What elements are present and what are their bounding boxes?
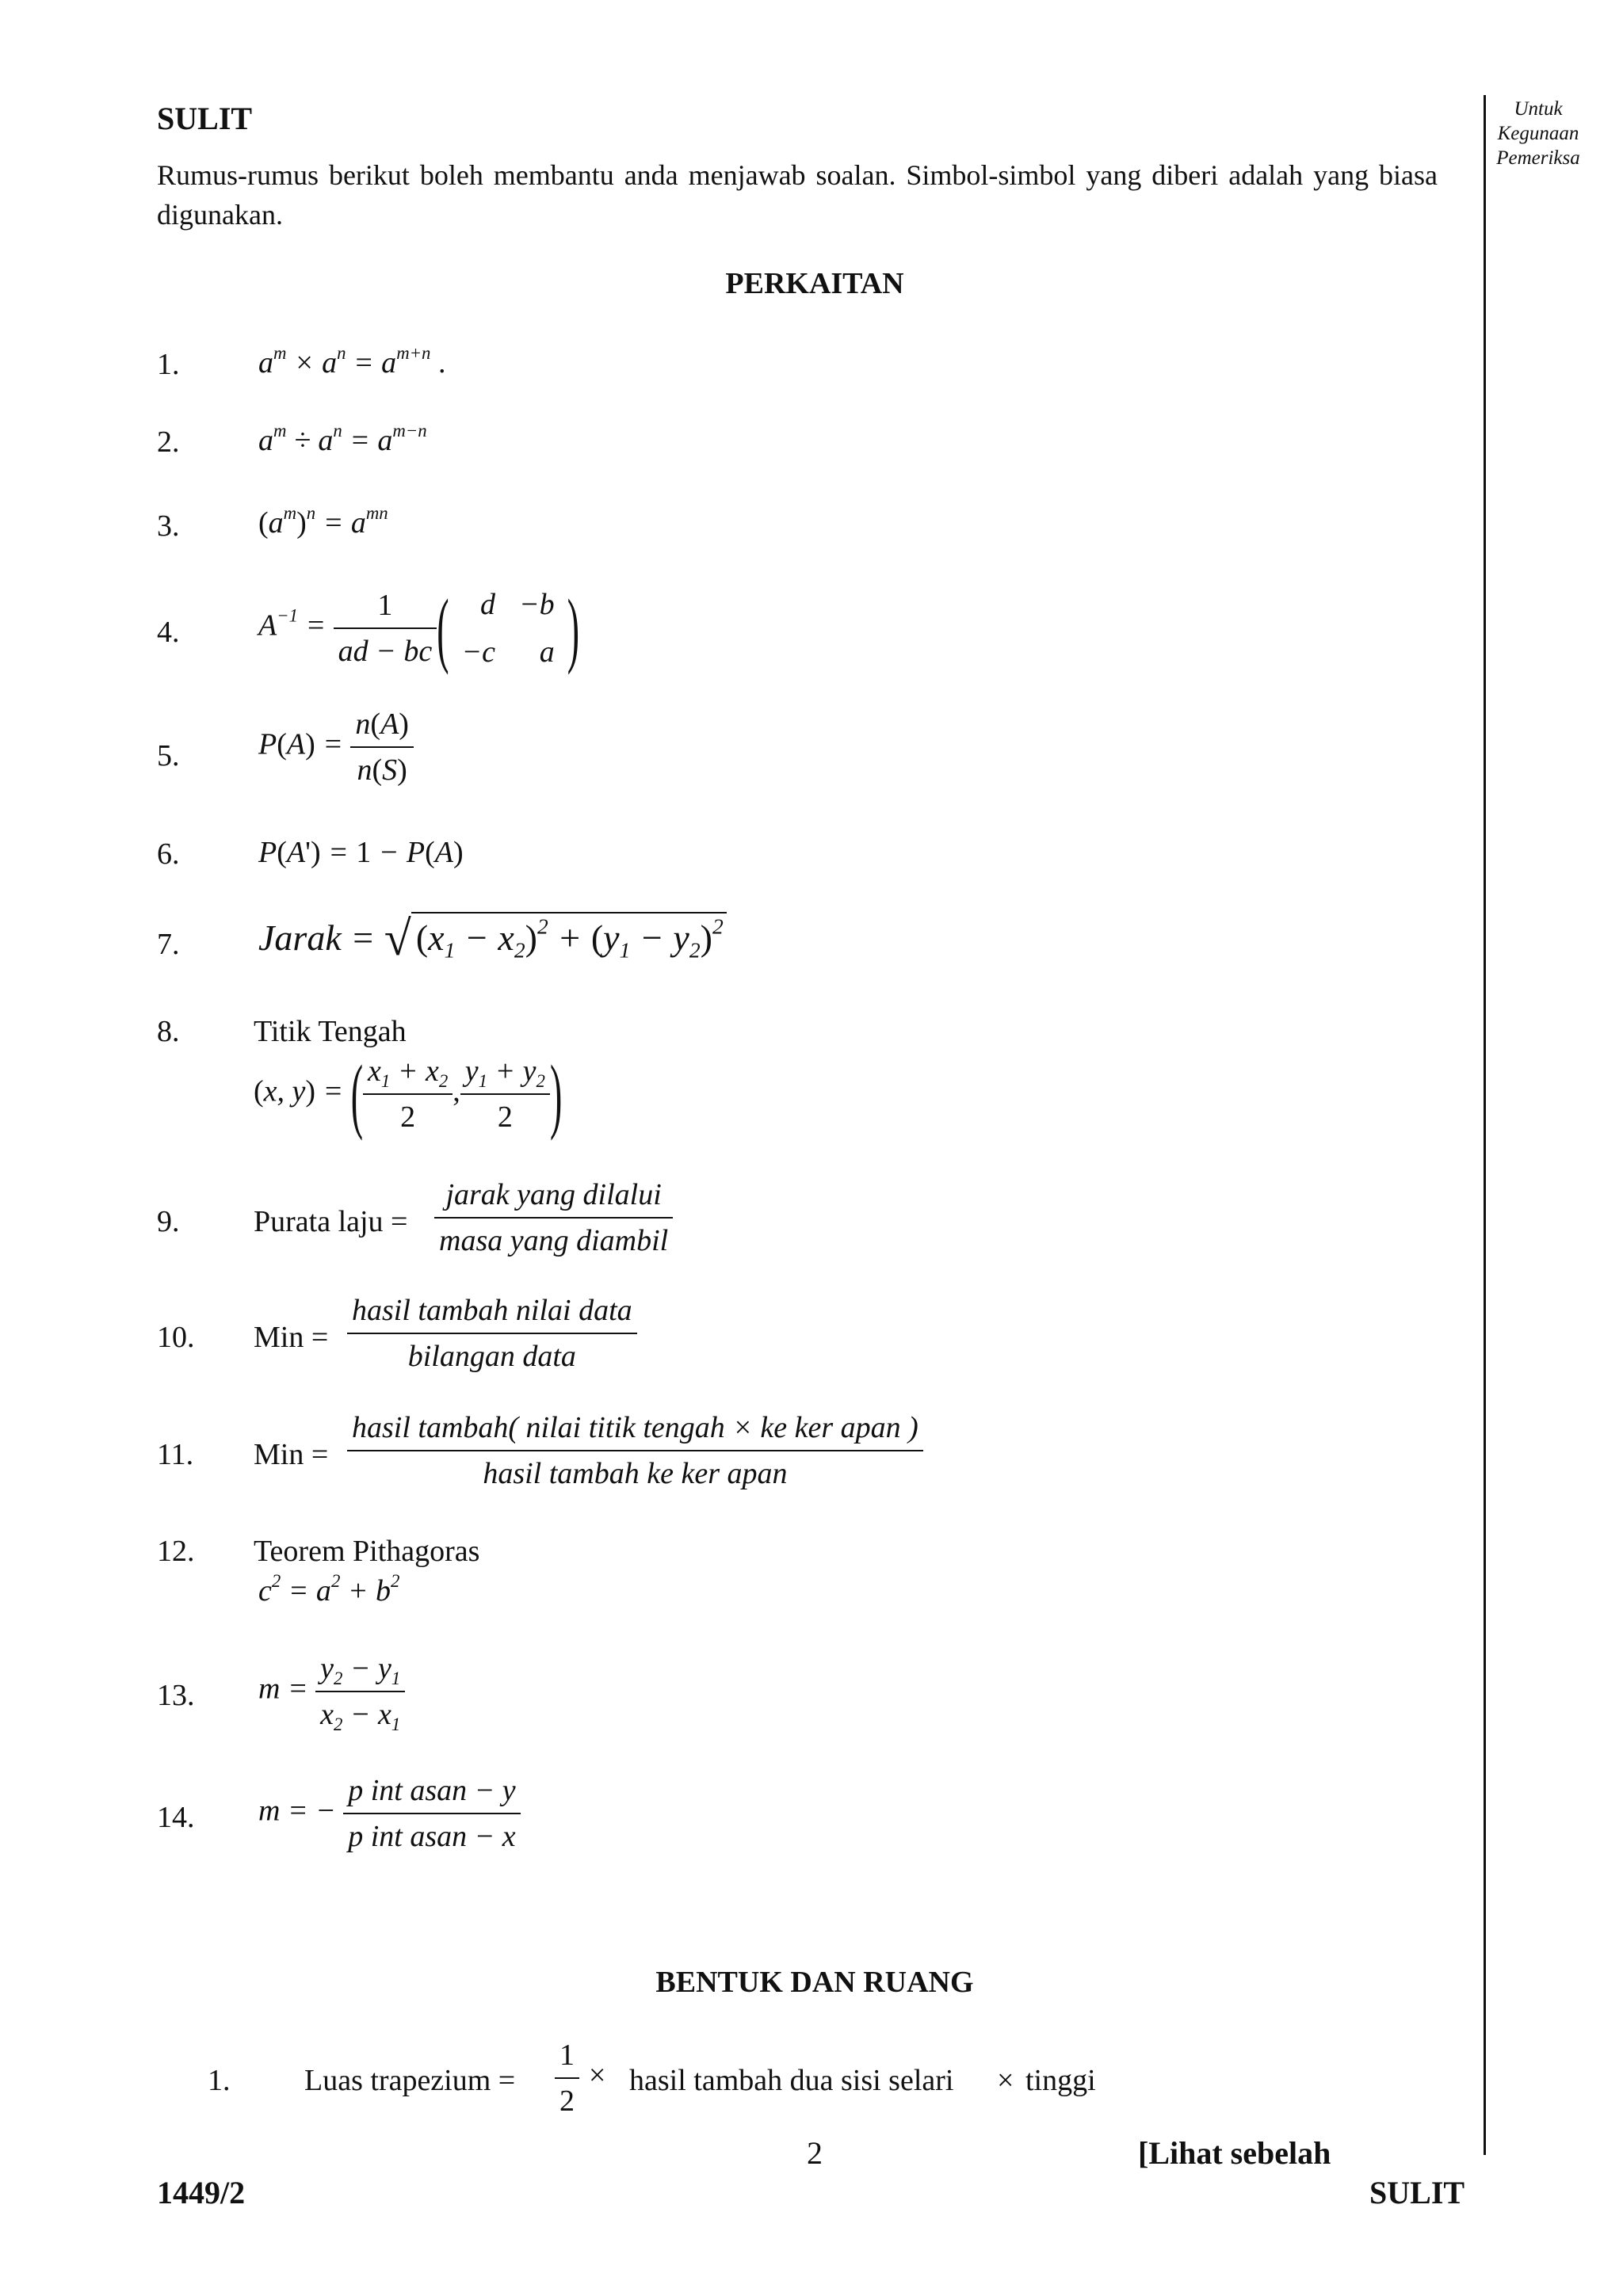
formula-1: $a^m \times a^n = a^{m+n}$ . xyxy=(258,342,446,379)
bentuk-1-times: × xyxy=(997,2064,1014,2097)
formula-12: $c^2 = a^2 + b^2$ xyxy=(258,1570,400,1608)
formula-6-number: 6. xyxy=(157,837,180,871)
formula-7: Jarak = √ $(x_1 - x_2)^2 + (y_1 - y_2)^2$ xyxy=(258,911,727,967)
formula-10-number: 10. xyxy=(157,1321,195,1354)
formula-3-number: 3. xyxy=(157,509,180,543)
examiner-use-note xyxy=(1488,97,1588,170)
intro-text: Rumus-rumus berikut boleh membantu anda menjawab soalan. Simbol-simbol yang diberi adalah yang biasa digunakan. xyxy=(157,159,1438,231)
formula-3: $(a^m)^n = a^{mn}$ xyxy=(258,502,388,540)
formula-9-label: Purata laju = xyxy=(254,1205,408,1238)
bentuk-1-tail: tinggi xyxy=(1025,2064,1096,2097)
bentuk-1-formula: $\frac{1}{2}$ × xyxy=(555,2038,607,2119)
formula-8-number: 8. xyxy=(157,1015,180,1048)
margin-note-line-1: Untuk xyxy=(1514,98,1563,120)
bentuk-1-number: 1. xyxy=(208,2064,231,2097)
formula-2-number: 2. xyxy=(157,425,180,459)
formula-11-label: Min = xyxy=(254,1438,329,1471)
margin-divider xyxy=(1484,95,1486,2155)
formula-9-numerator: jarak yang dilalui xyxy=(434,1177,673,1219)
formula-14-number: 14. xyxy=(157,1801,195,1834)
formula-9-denominator: masa yang diambil xyxy=(439,1224,669,1257)
bentuk-1-label: Luas trapezium = xyxy=(304,2064,516,2097)
header-sulit: SULIT xyxy=(157,101,253,136)
formula-12-label: Teorem Pithagoras xyxy=(254,1535,480,1568)
formula-11-denominator: hasil tambah ke ker apan xyxy=(483,1457,788,1490)
formula-14-denominator: p int asan − x xyxy=(348,1820,516,1853)
formula-9-number: 9. xyxy=(157,1205,180,1238)
formula-6: P(A') = 1 − P(A) xyxy=(258,836,464,869)
paper-code: 1449/2 xyxy=(157,2175,246,2210)
bentuk-1-rest: hasil tambah dua sisi selari xyxy=(629,2064,954,2097)
formula-10-denominator: bilangan data xyxy=(407,1340,576,1373)
formula-5-number: 5. xyxy=(157,739,180,772)
margin-note-line-2: Kegunaan xyxy=(1497,123,1579,144)
section-title-bentuk-dan-ruang: BENTUK DAN RUANG xyxy=(655,1966,974,1999)
formula-2: $a^m \div a^n = a^{m-n}$ xyxy=(258,420,427,457)
formula-11-numerator: hasil tambah( nilai titik tengah × ke ker apan ) xyxy=(347,1410,923,1451)
formula-10 xyxy=(347,1293,637,1374)
page-number: 2 xyxy=(807,2135,823,2171)
formula-8: (x, y) = ( $\frac{x_1 + x_2}{2}$ , $\frac{y_1 + y_2}{2}$ ) xyxy=(254,1047,563,1141)
formula-13-number: 13. xyxy=(157,1679,195,1712)
formula-11 xyxy=(347,1410,923,1491)
formula-7-number: 7. xyxy=(157,928,180,961)
formula-5: P(A) = $\frac{n(A)}{n(S)}$ xyxy=(258,707,414,788)
margin-note-line-3: Pemeriksa xyxy=(1496,147,1580,169)
formula-4: $A^{-1}$ = $\frac{1}{ad - bc}$ ( d −b −c a ) xyxy=(258,582,580,675)
formula-7-label: Jarak xyxy=(258,917,342,958)
formula-14-numerator: p int asan − y xyxy=(343,1773,520,1814)
formula-4-number: 4. xyxy=(157,616,180,649)
formula-12-number: 12. xyxy=(157,1535,195,1568)
section-title-perkaitan: PERKAITAN xyxy=(725,267,904,300)
lihat-sebelah: [Lihat sebelah xyxy=(1138,2135,1331,2171)
formula-9 xyxy=(434,1177,673,1258)
formula-1-number: 1. xyxy=(157,348,180,381)
footer-sulit: SULIT xyxy=(1369,2175,1465,2210)
formula-8-label: Titik Tengah xyxy=(254,1015,407,1048)
formula-11-number: 11. xyxy=(157,1438,194,1471)
formula-13: m = $\frac{y_2 - y_1}{x_2 - x_1}$ xyxy=(258,1651,405,1732)
formula-14: m = − $\frac{\text{p int asan − y}}{\text{p int asan − x}}$ xyxy=(258,1773,521,1854)
formula-10-numerator: hasil tambah nilai data xyxy=(347,1293,637,1334)
formula-10-label: Min = xyxy=(254,1321,329,1354)
